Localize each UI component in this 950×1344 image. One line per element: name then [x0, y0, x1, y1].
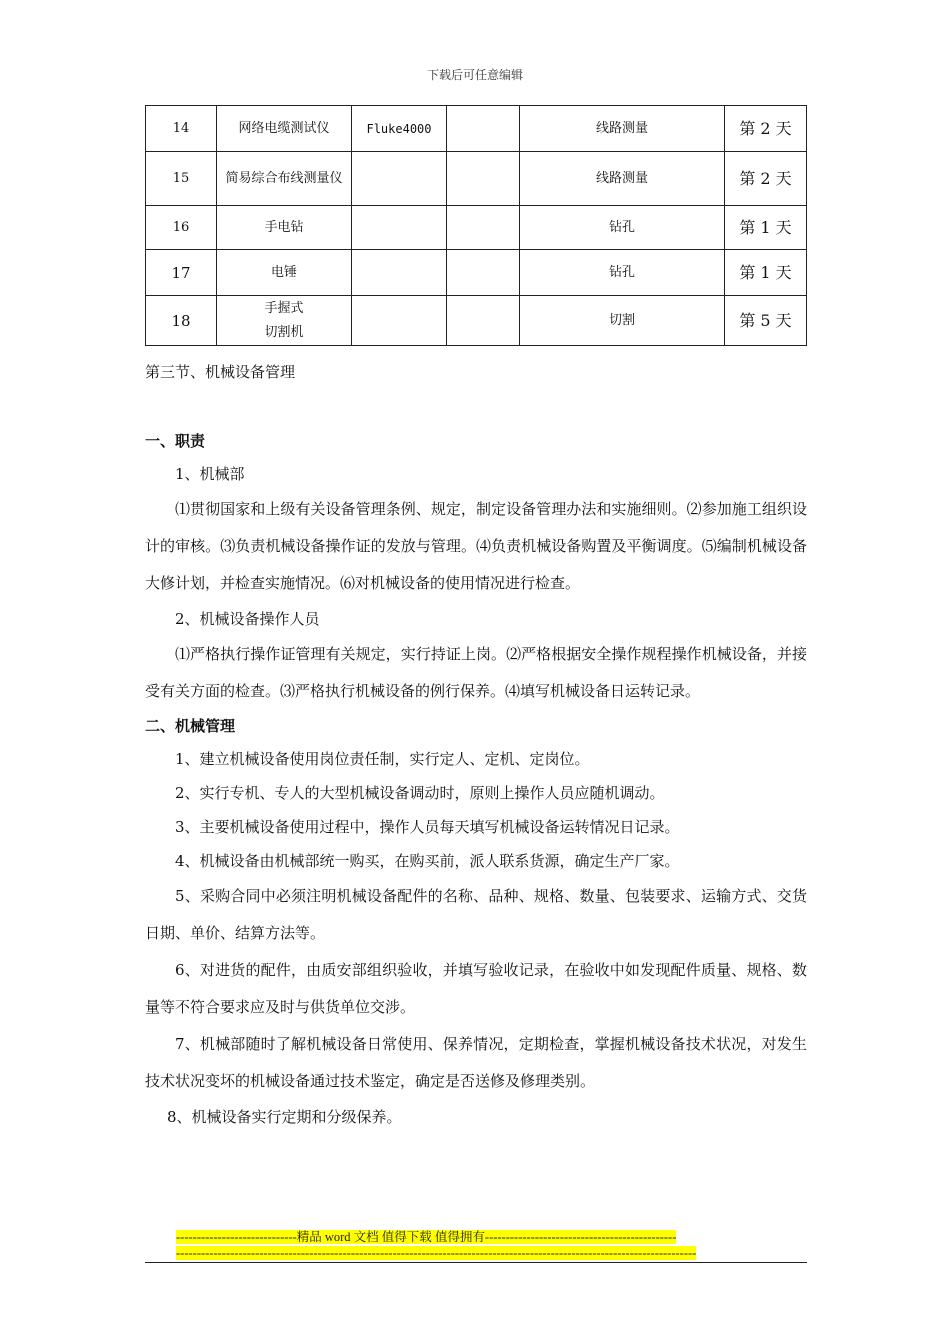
equipment-use: 钻孔: [520, 206, 725, 250]
footer-divider: [145, 1262, 807, 1263]
table-row: [146, 296, 807, 346]
equipment-qty: [447, 206, 520, 250]
equipment-name: 手电钻: [217, 206, 352, 250]
list-item: 7、机械部随时了解机械设备日常使用、保养情况，定期检查，掌握机械设备技术状况，对发生技术状况变坏的机械设备通过技术鉴定，确定是否送修及修理类别。: [145, 1035, 807, 1090]
list-item: 4、机械设备由机械部统一购买，在购买前，派人联系货源，确定生产厂家。: [175, 852, 680, 870]
equipment-use: 线路测量: [520, 106, 725, 152]
list-item: 1、建立机械设备使用岗位责任制，实行定人、定机、定岗位。: [175, 750, 590, 768]
equipment-model: Fluke4000: [352, 106, 447, 152]
page-header: 下载后可任意编辑: [426, 68, 523, 82]
list-item: 8、机械设备实行定期和分级保养。: [167, 1108, 402, 1126]
table-row: [146, 206, 807, 250]
equipment-name-line1: 手握式: [264, 300, 304, 316]
usage-time: 第 1 天: [725, 206, 807, 250]
list-item: 2、实行专机、专人的大型机械设备调动时，原则上操作人员应随机调动。: [175, 784, 665, 802]
document-body: [145, 358, 807, 1134]
footer-banner-line1: [176, 1229, 774, 1245]
list-item: 3、主要机械设备使用过程中，操作人员每天填写机械设备运转情况日记录。: [175, 818, 680, 836]
row-number: 15: [146, 152, 217, 206]
equipment-use: 线路测量: [520, 152, 725, 206]
usage-time: 第 1 天: [725, 250, 807, 296]
equipment-table: [145, 105, 807, 346]
usage-time: 第 2 天: [725, 152, 807, 206]
heading-duties: 一、职责: [145, 432, 206, 450]
table-row: [146, 250, 807, 296]
equipment-use: 钻孔: [520, 250, 725, 296]
list-item: 6、对进货的配件，由质安部组织验收，并填写验收记录，在验收中如发现配件质量、规格、数量等不符合要求应及时与供货单位交涉。: [145, 961, 807, 1016]
equipment-name: 简易综合布线测量仪: [217, 152, 352, 206]
table-row: [146, 152, 807, 206]
equipment-name-line2: 切割机: [264, 324, 304, 340]
usage-time: 第 5 天: [725, 296, 807, 346]
row-number: 17: [146, 250, 217, 296]
paragraph-machinery-dept: ⑴贯彻国家和上级有关设备管理条例、规定，制定设备管理办法和实施细则。⑵参加施工组织设计的审核。⑶负责机械设备操作证的发放与管理。⑷负责机械设备购置及平衡调度。⑸编制机械设备大修计划，并检查实施情况。⑹对机械设备的使用情况进行检查。: [145, 500, 807, 592]
equipment-use: 切割: [520, 296, 725, 346]
row-number: 16: [146, 206, 217, 250]
heading-machinery-management: 二、机械管理: [145, 717, 236, 735]
section-title: 第三节、机械设备管理: [145, 363, 296, 381]
footer-banner-line2: [176, 1245, 774, 1261]
row-number: 14: [146, 106, 217, 152]
equipment-model: [352, 250, 447, 296]
subheading-machinery-dept: 1、机械部: [175, 465, 245, 483]
equipment-model: [352, 152, 447, 206]
paragraph-operators: ⑴严格执行操作证管理有关规定，实行持证上岗。⑵严格根据安全操作规程操作机械设备，并接受有关方面的检查。⑶严格执行机械设备的例行保养。⑷填写机械设备日运转记录。: [145, 645, 807, 700]
equipment-qty: [447, 152, 520, 206]
subheading-operators: 2、机械设备操作人员: [175, 610, 320, 628]
equipment-qty: [447, 250, 520, 296]
footer-banner-text: -----------------------------精品 word 文档 值得下载 值得拥有----------------------------------------------: [176, 1230, 677, 1244]
row-number: 18: [146, 296, 217, 346]
equipment-name: 电锤: [217, 250, 352, 296]
equipment-qty: [447, 106, 520, 152]
usage-time: 第 2 天: [725, 106, 807, 152]
equipment-model: [352, 206, 447, 250]
equipment-model: [352, 296, 447, 346]
equipment-qty: [447, 296, 520, 346]
equipment-name: 网络电缆测试仪: [217, 106, 352, 152]
footer-banner-dashes: -----------------------------------------------------------------------------------------------------------------------------: [176, 1246, 697, 1260]
equipment-name: [217, 296, 352, 346]
list-item: 5、采购合同中必须注明机械设备配件的名称、品种、规格、数量、包装要求、运输方式、交货日期、单价、结算方法等。: [145, 887, 807, 942]
table-row: [146, 106, 807, 152]
